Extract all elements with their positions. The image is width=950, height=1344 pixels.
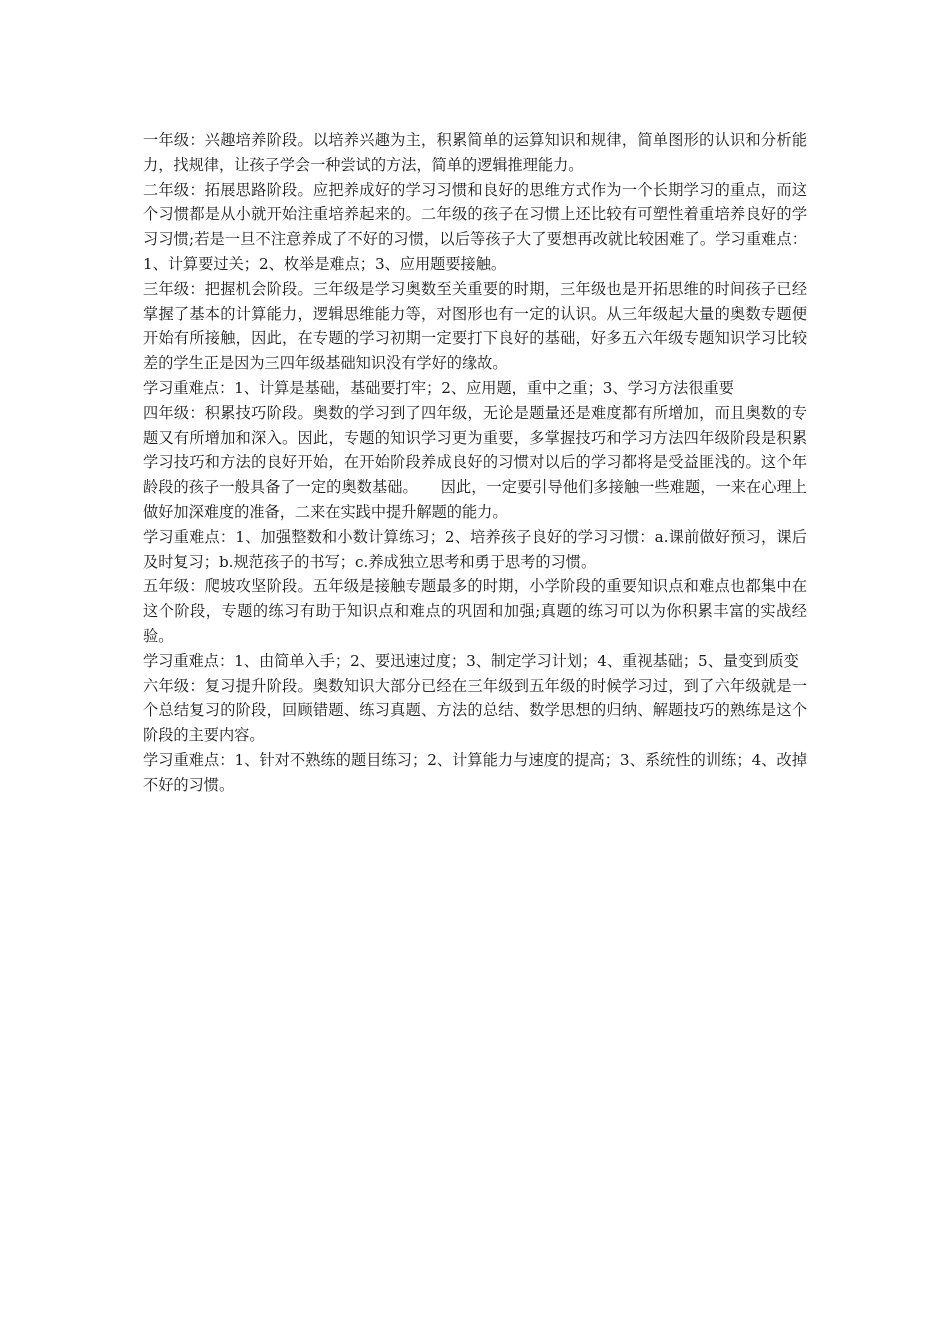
paragraph-grade-3-key-points: 学习重难点：1、计算是基础，基础要打牢；2、应用题，重中之重；3、学习方法很重要	[143, 378, 734, 397]
paragraph-grade-5: 五年级：爬坡攻坚阶段。五年级是接触专题最多的时期，小学阶段的重要知识点和难点也都集中在这个阶段，专题的练习有助于知识点和难点的巩固和加强;真题的练习可以为你积累丰富的实战经验。	[143, 577, 807, 645]
paragraph-grade-6-key-points: 学习重难点：1、针对不熟练的题目练习；2、计算能力与速度的提高；3、系统性的训练；4、改掉不好的习惯。	[143, 750, 807, 794]
paragraph-grade-4-key-points: 学习重难点：1、加强整数和小数计算练习；2、培养孩子良好的学习习惯：a.课前做好预习，课后及时复习；b.规范孩子的书写；c.养成独立思考和勇于思考的习惯。	[143, 527, 807, 571]
document-body	[143, 128, 807, 798]
paragraph-grade-6: 六年级：复习提升阶段。奥数知识大部分已经在三年级到五年级的时候学习过，到了六年级就是一个总结复习的阶段，回顾错题、练习真题、方法的总结、数学思想的归纳、解题技巧的熟练是这个阶段的主要内容。	[143, 676, 807, 745]
paragraph-grade-3: 三年级：把握机会阶段。三年级是学习奥数至关重要的时期，三年级也是开拓思维的时间孩子已经掌握了基本的计算能力，逻辑思维能力等，对图形也有一定的认识。从三年级起大量的奥数专题便开始有所接触，因此，在专题的学习初期一定要打下良好的基础，好多五六年级专题知识学习比较差的学生正是因为三四年级基础知识没有学好的缘故。	[143, 279, 807, 373]
paragraph-grade-5-key-points: 学习重难点：1、由简单入手；2、要迅速过度；3、制定学习计划；4、重视基础；5、量变到质变	[143, 651, 799, 670]
paragraph-grade-1: 一年级：兴趣培养阶段。以培养兴趣为主，积累简单的运算知识和规律，简单图形的认识和分析能力，找规律，让孩子学会一种尝试的方法，简单的逻辑推理能力。	[143, 131, 807, 174]
paragraph-grade-4: 四年级：积累技巧阶段。奥数的学习到了四年级，无论是题量还是难度都有所增加，而且奥数的专题又有所增加和深入。因此，专题的知识学习更为重要，多掌握技巧和学习方法四年级阶段是积累学习技巧和方法的良好开始，在开始阶段养成良好的习惯对以后的学习都将是受益匪浅的。这个年龄段的孩子一般具备了一定的奥数基础。 因此，一定要引导他们多接触一些难题，一来在心理上做好加深难度的准备，二来在实践中提升解题的能力。	[143, 403, 807, 521]
paragraph-grade-2: 二年级：拓展思路阶段。应把养成好的学习习惯和良好的思维方式作为一个长期学习的重点，而这个习惯都是从小就开始注重培养起来的。二年级的孩子在习惯上还比较有可塑性着重培养良好的学习习惯;若是一旦不注意养成了不好的习惯，以后等孩子大了要想再改就比较困难了。学习重难点：1、计算要过关；2、枚举是难点；3、应用题要接触。	[143, 180, 807, 273]
